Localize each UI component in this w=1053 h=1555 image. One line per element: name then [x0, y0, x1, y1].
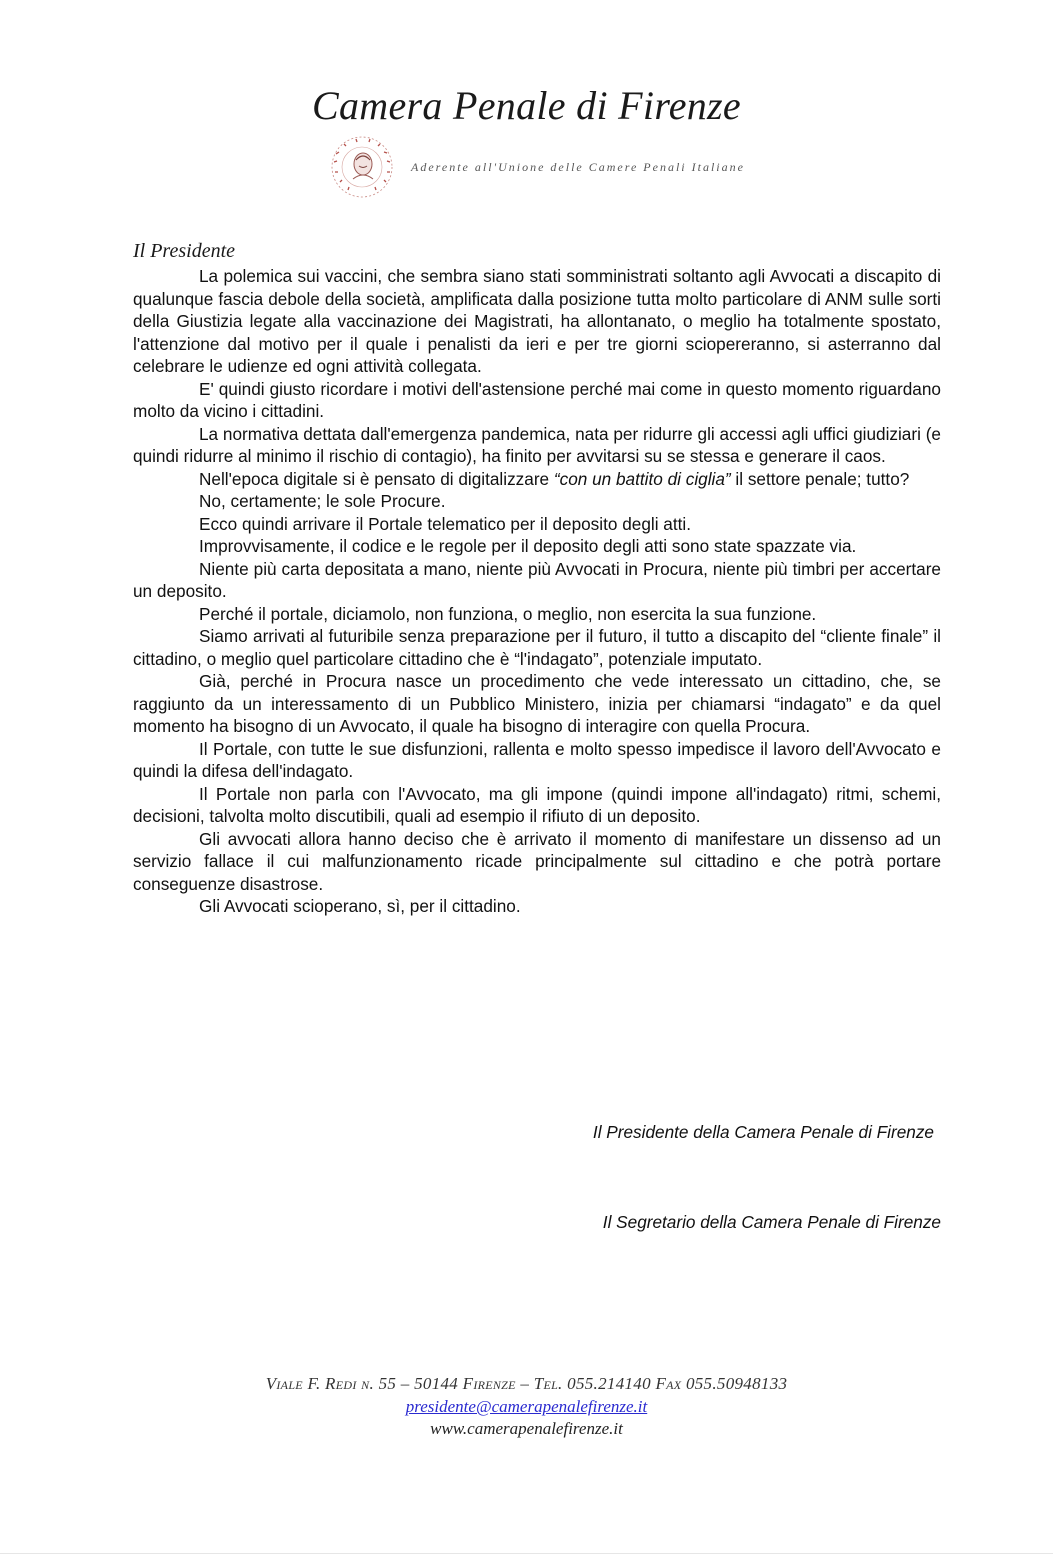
camere-penali-seal-icon	[326, 134, 404, 200]
paragraph: Gli Avvocati scioperano, sì, per il cittadino.	[199, 896, 521, 916]
paragraph-text: Nell'epoca digitale si è pensato di digitalizzare	[199, 468, 554, 489]
paragraph: Ecco quindi arrivare il Portale telematico per il deposito degli atti.	[199, 513, 692, 534]
letter-heading: Il Presidente	[133, 240, 236, 262]
paragraph-text: il settore penale; tutto?	[730, 468, 910, 489]
footer-website: www.camerapenalefirenze.it	[430, 1419, 623, 1438]
paragraph: Niente più carta depositata a mano, niente più Avvocati in Procura, niente più timbri per accertare un deposito.	[133, 558, 941, 601]
paragraph: Gli avvocati allora hanno deciso che è arrivato il momento di manifestare un dissenso ad un servizio fallace il cui malfunzionamento ricade principalmente sul cittadino e che potrà portare conseguenze disastrose.	[133, 828, 941, 894]
letter-body	[133, 265, 941, 918]
paragraph: Il Portale non parla con l'Avvocato, ma gli impone (quindi impone all'indagato) ritmi, schemi, decisioni, talvolta molto discutibili, quali ad esempio il rifiuto di un deposito.	[133, 783, 941, 826]
paragraph: E' quindi giusto ricordare i motivi dell'astensione perché mai come in questo momento riguardano molto da vicino i cittadini.	[133, 378, 941, 421]
quoted-phrase: “con un battito di ciglia”	[553, 468, 731, 489]
affiliation-line: Aderente all'Unione delle Camere Penali Italiane	[411, 160, 745, 174]
address-text: Viale F. Redi n. 55 – 50144 Firenze – Tel. 055.214140 Fax 055.50948133	[265, 1374, 788, 1393]
paragraph: Siamo arrivati al futuribile senza preparazione per il futuro, il tutto a discapito del “cliente finale” il cittadino, o meglio quel particolare cittadino che è “l'indagato”, potenziale imputato.	[133, 626, 941, 669]
paragraph	[133, 468, 941, 491]
letterhead-title: Camera Penale di Firenze	[312, 83, 741, 128]
footer-address	[0, 1374, 1053, 1394]
secretary-signature: Il Segretario della Camera Penale di Firenze	[602, 1212, 941, 1232]
paragraph: La polemica sui vaccini, che sembra siano stati somministrati soltanto agli Avvocati a discapito di qualunque fascia debole della società, amplificata dalla posizione tutta molto particolare di ANM sulle sorti della Giustizia legate alla vaccinazione dei Magistrati, ha allontanato, o meglio ha totalmente spostato, l'attenzione dal motivo per il quale i penalisti da ieri e per tre giorni sciopereranno, si asterranno dal celebrare le udienze ed ogni attività collegata.	[133, 266, 941, 376]
paragraph: Già, perché in Procura nasce un procedimento che vede interessato un cittadino, che, se raggiunto da un interessamento di un Pubblico Ministero, inizia per chiamarsi “indagato” e da quel momento ha bisogno di un Avvocato, il quale ha bisogno di interagire con quella Procura.	[133, 671, 941, 736]
email-link[interactable]: presidente@camerapenalefirenze.it	[405, 1397, 648, 1416]
paragraph: Il Portale, con tutte le sue disfunzioni, rallenta e molto spesso impedisce il lavoro dell'Avvocato e quindi la difesa dell'indagato.	[133, 738, 941, 781]
paragraph: Improvvisamente, il codice e le regole per il deposito degli atti sono state spazzate via.	[199, 536, 857, 556]
paragraph: Perché il portale, diciamolo, non funziona, o meglio, non esercita la sua funzione.	[199, 603, 817, 624]
paragraph: No, certamente; le sole Procure.	[199, 491, 446, 511]
page-bottom-divider	[0, 1553, 1053, 1554]
footer-email	[0, 1397, 1053, 1417]
president-signature: Il Presidente della Camera Penale di Firenze	[592, 1122, 934, 1142]
paragraph: La normativa dettata dall'emergenza pandemica, nata per ridurre gli accessi agli uffici giudiziari (e quindi ridurre al minimo il rischio di contagio), ha finito per avvitarsi su se stessa e generare il caos.	[133, 423, 941, 466]
